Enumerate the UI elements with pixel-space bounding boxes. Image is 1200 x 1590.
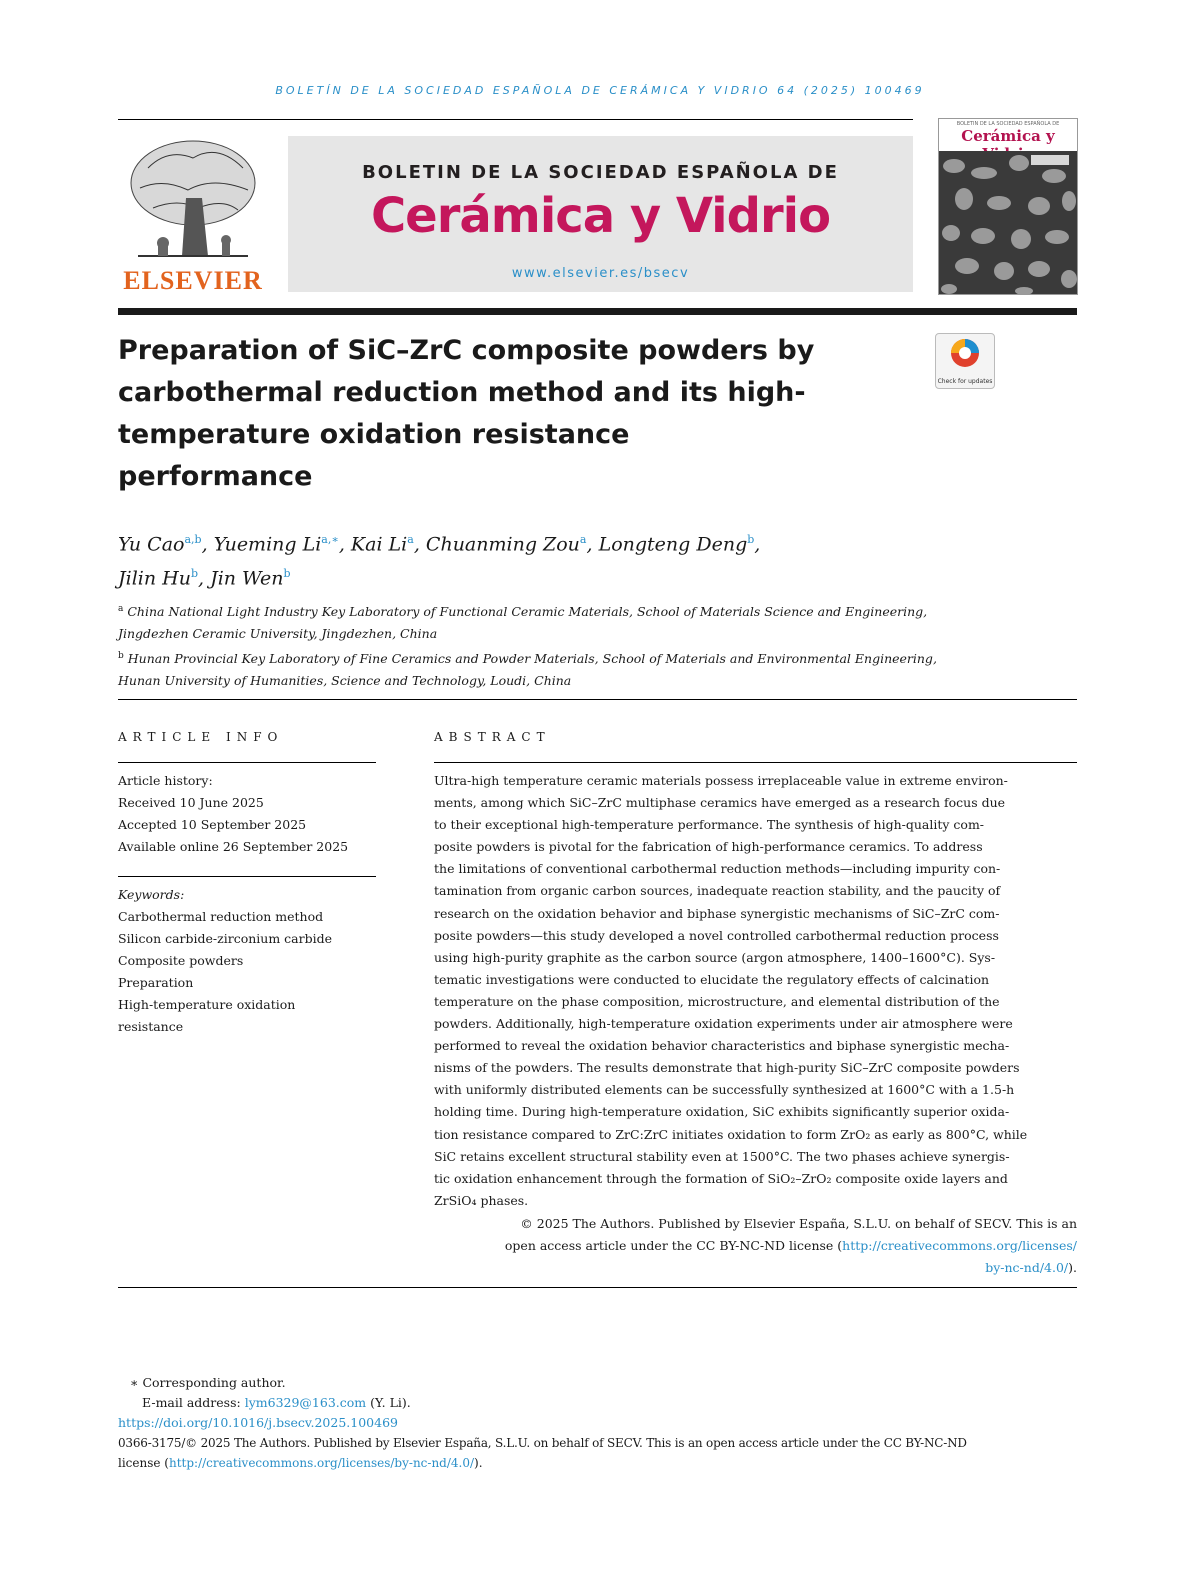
email-label: E-mail address: <box>142 1395 245 1410</box>
author-affiliation-mark: b <box>283 567 291 581</box>
check-for-updates-label: Check for updates <box>937 378 993 385</box>
abstract-line: performed to reveal the oxidation behavior characteristics and biphase synergistic mecha- <box>434 1038 1010 1054</box>
abstract-line: using high-purity graphite as the carbon source (argon atmosphere, 1400–1600°C). Sys- <box>434 949 996 965</box>
keyword-item: Silicon carbide-zirconium carbide <box>118 931 332 946</box>
abstract-line: ments, among which SiC–ZrC multiphase ceramics have emerged as a research focus due <box>434 795 1006 811</box>
affiliation-b <box>118 645 1018 670</box>
corresponding-author-note: ∗ Corresponding author. <box>130 1375 286 1390</box>
running-head: BOLETÍN DE LA SOCIEDAD ESPAÑOLA DE CERÁMICA Y VIDRIO 64 (2025) 100469 <box>275 84 925 97</box>
keyword-item: resistance <box>118 1019 184 1034</box>
affiliation-line: Hunan University of Humanities, Science and Technology, Loudi, China <box>118 673 572 689</box>
footnotes <box>118 1373 1077 1473</box>
author-affiliation-mark: a,∗ <box>321 533 339 546</box>
author-name[interactable]: Longteng Deng <box>598 533 748 556</box>
copyright-text: ). <box>1068 1260 1077 1275</box>
abstract-rule <box>434 762 1077 763</box>
article-title: Preparation of SiC–ZrC composite powders by carbothermal reduction method and its high-temperature oxidation resistance performance <box>118 335 815 492</box>
tree-icon <box>118 128 268 268</box>
abstract-heading: ABSTRACT <box>434 730 551 744</box>
elsevier-logo <box>118 128 268 296</box>
abstract-line: to their exceptional high-temperature performance. The synthesis of high-quality com- <box>434 817 985 833</box>
license-line <box>118 1453 1077 1473</box>
copyright-notice <box>434 1213 1077 1279</box>
keyword-item: Composite powders <box>118 953 244 968</box>
affiliation-mark: a <box>118 604 124 614</box>
author-name[interactable]: Jilin Hu <box>118 567 191 590</box>
author-affiliation-mark: a <box>579 533 587 546</box>
abstract-line: posite powders is pivotal for the fabrication of high-performance ceramics. To address <box>434 839 983 855</box>
journal-url-link[interactable]: www.elsevier.es/bsecv <box>511 266 690 281</box>
history-label: Article history: <box>118 773 213 788</box>
keywords-label: Keywords: <box>118 887 185 902</box>
abstract-line: the limitations of conventional carbothermal reduction methods—including impurity con- <box>434 861 1001 877</box>
license-line: 0366-3175/© 2025 The Authors. Published by Elsevier España, S.L.U. on behalf of SECV. This is an open access article under the CC BY-NC-ND <box>118 1436 967 1450</box>
cover-small-text: BOLETIN DE LA SOCIEDAD ESPAÑOLA DE <box>956 121 1060 127</box>
abstract-line: powders. Additionally, high-temperature oxidation experiments under air atmosphere were <box>434 1016 1013 1032</box>
abstract-line: SiC retains excellent structural stability even at 1500°C. The two phases achieve synergis- <box>434 1148 1010 1164</box>
abstract-bottom-rule <box>118 1287 1077 1288</box>
author-affiliation-mark: b <box>190 567 198 581</box>
keywords-rule <box>118 876 376 877</box>
article-info-rule <box>118 762 376 763</box>
section-divider <box>118 699 1077 700</box>
copyright-text: open access article under the CC BY-NC-ND license ( <box>504 1238 843 1253</box>
crossmark-icon <box>936 334 994 370</box>
license-text: license ( <box>118 1456 169 1470</box>
affiliation-line: China National Light Industry Key Laboratory of Functional Ceramic Materials, School of Materials Science and Engineering, <box>127 604 928 620</box>
cover-micrograph-image <box>939 151 1077 294</box>
keyword-item: Preparation <box>118 975 194 990</box>
accepted-date: Accepted 10 September 2025 <box>118 817 307 832</box>
abstract-line: Ultra-high temperature ceramic materials possess irreplaceable value in extreme environ- <box>434 773 1008 788</box>
abstract-line: with uniformly distributed elements can be successfully synthesized at 1600°C with a 1.5-h <box>434 1082 1015 1098</box>
author-name[interactable]: Yu Cao <box>118 533 185 556</box>
abstract-line: tematic investigations were conducted to elucidate the regulatory effects of calcination <box>434 971 990 987</box>
author-list: Yu Cao$^{a,b}$, Yueming $Li^{a,∗}$, Kai Li$^a$, Chuanming Zou$^a$, Longteng Deng$^b$, Jilin Hu$^b$, Jin Wen$^b$ <box>118 533 761 590</box>
email-line <box>118 1393 1077 1413</box>
doi-link[interactable]: https://doi.org/10.1016/j.bsecv.2025.100469 <box>118 1415 398 1430</box>
abstract-line: posite powders—this study developed a novel controlled carbothermal reduction process <box>434 927 999 943</box>
affiliation-line: Jingdezhen Ceramic University, Jingdezhen, China <box>118 626 438 642</box>
abstract-line: ZrSiO₄ phases. <box>434 1192 529 1208</box>
abstract-line: tic oxidation enhancement through the formation of SiO₂–ZrO₂ composite oxide layers and <box>434 1170 1008 1186</box>
cover-title: Cerámica y <box>961 127 1055 145</box>
copyright-line: © 2025 The Authors. Published by Elsevier España, S.L.U. on behalf of SECV. This is an <box>520 1216 1077 1231</box>
abstract-text <box>434 770 1077 1212</box>
copyright-line <box>434 1257 1077 1279</box>
check-for-updates-badge[interactable] <box>935 333 995 389</box>
author-name[interactable]: Yueming Li <box>213 533 322 556</box>
abstract-line: holding time. During high-temperature oxidation, SiC exhibits significantly superior oxida- <box>434 1104 1010 1120</box>
header-thick-rule <box>118 308 1077 315</box>
author-affiliation-mark: a <box>407 533 414 546</box>
email-link[interactable]: lym6329@163.com <box>244 1395 367 1410</box>
license-link[interactable]: by-nc-nd/4.0/ <box>985 1260 1069 1275</box>
license-link[interactable]: http://creativecommons.org/licenses/ <box>842 1238 1077 1253</box>
affiliation-a <box>118 598 1018 623</box>
keywords <box>118 884 376 1038</box>
journal-cover <box>938 118 1078 295</box>
online-date: Available online 26 September 2025 <box>118 839 349 854</box>
affiliation-line: Hunan Provincial Key Laboratory of Fine Ceramics and Powder Materials, School of Materials and Environmental Engineering, <box>127 651 937 667</box>
keyword-item: Carbothermal reduction method <box>118 909 324 924</box>
abstract-line: tamination from organic carbon sources, inadequate reaction stability, and the paucity of <box>434 883 1001 899</box>
abstract-line: temperature on the phase composition, microstructure, and elemental distribution of the <box>434 993 1000 1009</box>
doi-line <box>118 1413 1077 1433</box>
article-info-heading: ARTICLE INFO <box>118 730 284 744</box>
banner-journal-name: Cerámica y Vidrio <box>370 188 831 244</box>
journal-banner <box>288 136 913 292</box>
license-link[interactable]: http://creativecommons.org/licenses/by-nc-nd/4.0/ <box>168 1456 475 1470</box>
banner-top-text: BOLETIN DE LA SOCIEDAD ESPAÑOLA DE <box>362 162 839 183</box>
elsevier-wordmark: ELSEVIER <box>123 266 263 295</box>
author-affiliation-mark: b <box>747 533 755 546</box>
author-name[interactable]: Chuanming Zou <box>425 533 580 556</box>
received-date: Received 10 June 2025 <box>118 795 264 810</box>
copyright-line <box>434 1235 1077 1257</box>
affiliations <box>118 598 1018 692</box>
author-name[interactable]: Kai Li <box>350 533 408 556</box>
abstract-line: tion resistance compared to ZrC:ZrC initiates oxidation to form ZrO₂ as early as 800°C, while <box>434 1126 1028 1142</box>
email-suffix: (Y. Li). <box>366 1395 411 1410</box>
license-text: ). <box>474 1456 483 1470</box>
affiliation-mark: b <box>118 651 124 662</box>
keyword-item: High-temperature oxidation <box>118 997 296 1012</box>
author-name[interactable]: Jin Wen <box>210 567 284 590</box>
article-history <box>118 770 376 858</box>
author-affiliation-mark: a,b <box>184 533 202 546</box>
abstract-line: research on the oxidation behavior and biphase synergistic mechanisms of SiC–ZrC com- <box>434 905 1000 921</box>
header-top-rule <box>118 119 913 120</box>
abstract-line: nisms of the powders. The results demonstrate that high-purity SiC–ZrC composite powders <box>434 1060 1020 1076</box>
